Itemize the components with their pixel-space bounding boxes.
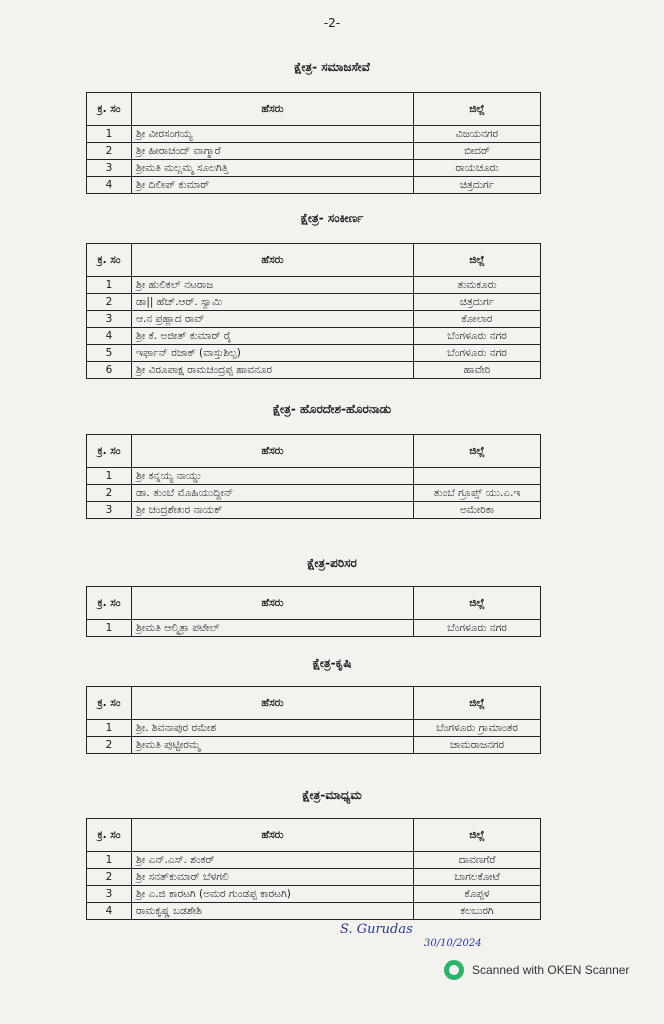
name-cell: ಶ್ರೀ ದಿಲೀಪ್ ಕುಮಾರ್ (132, 177, 414, 194)
section-title: ಕ್ಷೇತ್ರ- ಹೊರದೇಶ-ಹೊರನಾಡು (272, 402, 392, 416)
awardee-table (86, 243, 541, 379)
name-cell: ಶ್ರೀಮತಿ ಪುಟ್ಟೀರಮ್ಮ (132, 737, 414, 754)
name-cell: ಶ್ರೀ. ಶಿವನಾಪುರ ರಮೇಶ (132, 720, 414, 737)
awardee-table (86, 586, 541, 637)
table-row (87, 737, 541, 754)
district-cell: ಅಮೇರಿಕಾ (414, 502, 541, 519)
name-cell: ಶ್ರೀ ಕನ್ನಯ್ಯ ನಾಯ್ಡು (132, 468, 414, 485)
table-row (87, 485, 541, 502)
section-title: ಕ್ಷೇತ್ರ- ಸಂಕೀರ್ಣ (300, 211, 364, 225)
serial-no-cell: 2 (87, 737, 132, 754)
serial-no-cell: 2 (87, 485, 132, 502)
district-cell: ಬೀದರ್ (414, 143, 541, 160)
table-row (87, 886, 541, 903)
header-name: ಹೆಸರು (132, 435, 414, 468)
section-title: ಕ್ಷೇತ್ರ-ಪರಿಸರ (307, 556, 357, 570)
header-serial-no: ಕ್ರ. ಸಂ (87, 819, 132, 852)
scanner-watermark (444, 960, 629, 980)
district-cell: ಬಾಗಲಕೋಟೆ (414, 869, 541, 886)
header-district: ಜಿಲ್ಲೆ (414, 435, 541, 468)
district-cell: ತುಂಬೆ ಗ್ರೂಪ್ಸ್ ಯು.ಎ.ಇ (414, 485, 541, 502)
name-cell: ಶ್ರೀ ಕೆ. ಅಜೀತ್ ಕುಮಾರ್ ರೈ (132, 328, 414, 345)
district-cell: ಚಿತ್ರದುರ್ಗ (414, 294, 541, 311)
section-title: ಕ್ಷೇತ್ರ- ಸಮಾಜಸೇವೆ (294, 60, 370, 74)
district-cell: ತುಮಕೂರು (414, 277, 541, 294)
district-cell: ಬೆಂಗಳೂರು ಗ್ರಾಮಾಂತರ (414, 720, 541, 737)
header-district: ಜಿಲ್ಲೆ (414, 244, 541, 277)
district-cell: ಬೆಂಗಳೂರು ನಗರ (414, 345, 541, 362)
name-cell: ಡಾ. ತುಂಬೆ ಮೊಹಿಯುದ್ದೀನ್ (132, 485, 414, 502)
header-district: ಜಿಲ್ಲೆ (414, 687, 541, 720)
header-serial-no: ಕ್ರ. ಸಂ (87, 435, 132, 468)
name-cell: ಶ್ರೀ ವಿರೂಪಾಕ್ಷ ರಾಮಚಂದ್ರಪ್ಪ ಹಾವನೂರ (132, 362, 414, 379)
serial-no-cell: 1 (87, 468, 132, 485)
serial-no-cell: 5 (87, 345, 132, 362)
header-serial-no: ಕ್ರ. ಸಂ (87, 687, 132, 720)
serial-no-cell: 1 (87, 852, 132, 869)
name-cell: ಶ್ರೀ ಎನ್.ಎಸ್. ಶಂಕರ್ (132, 852, 414, 869)
district-cell: ಕಲಬುರಗಿ (414, 903, 541, 920)
table-row (87, 143, 541, 160)
header-district: ಜಿಲ್ಲೆ (414, 587, 541, 620)
name-cell: ಆ.ನ ಪ್ರಹ್ಲಾದ ರಾವ್ (132, 311, 414, 328)
table-row (87, 502, 541, 519)
section-title: ಕ್ಷೇತ್ರ-ಮಾಧ್ಯಮ (302, 788, 362, 802)
serial-no-cell: 2 (87, 143, 132, 160)
scanner-label: Scanned with OKEN Scanner (472, 963, 630, 977)
district-cell: ರಾಯಚೂರು (414, 160, 541, 177)
serial-no-cell: 1 (87, 277, 132, 294)
table-row (87, 720, 541, 737)
district-cell: ಚಾಮರಾಜನಗರ (414, 737, 541, 754)
table-row (87, 869, 541, 886)
header-district: ಜಿಲ್ಲೆ (414, 819, 541, 852)
name-cell: ಶ್ರೀ ಚಂದ್ರಶೇಖರ ನಾಯಕ್ (132, 502, 414, 519)
table-row (87, 852, 541, 869)
table-row (87, 362, 541, 379)
name-cell: ಶ್ರೀ ಸನತ್‌ಕುಮಾರ್ ಬೆಳಗಲಿ (132, 869, 414, 886)
serial-no-cell: 3 (87, 160, 132, 177)
serial-no-cell: 2 (87, 294, 132, 311)
serial-no-cell: 3 (87, 886, 132, 903)
table-row (87, 328, 541, 345)
district-cell: ವಿಜಯನಗರ (414, 126, 541, 143)
header-name: ಹೆಸರು (132, 244, 414, 277)
header-name: ಹೆಸರು (132, 819, 414, 852)
name-cell: ಶ್ರೀಮತಿ ಮಲ್ಲಮ್ಮ ಸೂಲಗಿತ್ತಿ (132, 160, 414, 177)
header-name: ಹೆಸರು (132, 93, 414, 126)
name-cell: ಶ್ರೀ ಎ.ಜಿ ಕಾರಟಗಿ (ಅಮರ ಗುಂಡಪ್ಪ ಕಾರಟಗಿ) (132, 886, 414, 903)
awardee-table (86, 92, 541, 194)
table-row (87, 345, 541, 362)
serial-no-cell: 4 (87, 903, 132, 920)
header-name: ಹೆಸರು (132, 687, 414, 720)
page-number: -2- (323, 16, 341, 30)
name-cell: ಶ್ರೀ ಹೀರಾಚಂದ್ ವಾಗ್ಮಾರೆ (132, 143, 414, 160)
section-title: ಕ್ಷೇತ್ರ-ಕೃಷಿ (312, 656, 352, 670)
district-cell: ಚಿತ್ರದುರ್ಗ (414, 177, 541, 194)
table-row (87, 468, 541, 485)
serial-no-cell: 1 (87, 620, 132, 637)
table-row (87, 126, 541, 143)
name-cell: ಡಾ|| ಹೆಚ್.ಆರ್. ಸ್ವಾಮಿ (132, 294, 414, 311)
header-serial-no: ಕ್ರ. ಸಂ (87, 244, 132, 277)
serial-no-cell: 1 (87, 126, 132, 143)
header-name: ಹೆಸರು (132, 587, 414, 620)
serial-no-cell: 1 (87, 720, 132, 737)
table-row (87, 277, 541, 294)
awardee-table (86, 686, 541, 754)
district-cell: ಕೋಲಾರ (414, 311, 541, 328)
serial-no-cell: 4 (87, 177, 132, 194)
serial-no-cell: 6 (87, 362, 132, 379)
name-cell: ರಾಮಕೃಷ್ಣ ಬಡಶೇಶಿ (132, 903, 414, 920)
district-cell: ಹಾವೇರಿ (414, 362, 541, 379)
district-cell (414, 468, 541, 485)
district-cell: ಕೊಪ್ಪಳ (414, 886, 541, 903)
serial-no-cell: 3 (87, 502, 132, 519)
signature-date: 30/10/2024 (424, 938, 482, 949)
table-row (87, 620, 541, 637)
serial-no-cell: 3 (87, 311, 132, 328)
name-cell: ಇರ್ಫಾನ್ ರಜಾಕ್ (ವಾಸ್ತುಶಿಲ್ಪ) (132, 345, 414, 362)
name-cell: ಶ್ರೀ ವೀರಸಂಗಯ್ಯ (132, 126, 414, 143)
table-row (87, 294, 541, 311)
header-serial-no: ಕ್ರ. ಸಂ (87, 93, 132, 126)
oken-scanner-icon (444, 960, 464, 980)
awardee-table (86, 818, 541, 920)
table-row (87, 311, 541, 328)
table-row (87, 160, 541, 177)
awardee-table (86, 434, 541, 519)
table-row (87, 903, 541, 920)
district-cell: ಬೆಂಗಳೂರು ನಗರ (414, 620, 541, 637)
district-cell: ದಾವಣಗೆರೆ (414, 852, 541, 869)
district-cell: ಬೆಂಗಳೂರು ನಗರ (414, 328, 541, 345)
serial-no-cell: 2 (87, 869, 132, 886)
header-serial-no: ಕ್ರ. ಸಂ (87, 587, 132, 620)
serial-no-cell: 4 (87, 328, 132, 345)
header-district: ಜಿಲ್ಲೆ (414, 93, 541, 126)
name-cell: ಶ್ರೀ ಹುಲಿಕಲ್ ನಟರಾಜ (132, 277, 414, 294)
name-cell: ಶ್ರೀಮತಿ ಆಲ್ಮಿತ್ರಾ ಪಟೇಲ್ (132, 620, 414, 637)
signature: S. Gurudas (340, 922, 413, 937)
table-row (87, 177, 541, 194)
